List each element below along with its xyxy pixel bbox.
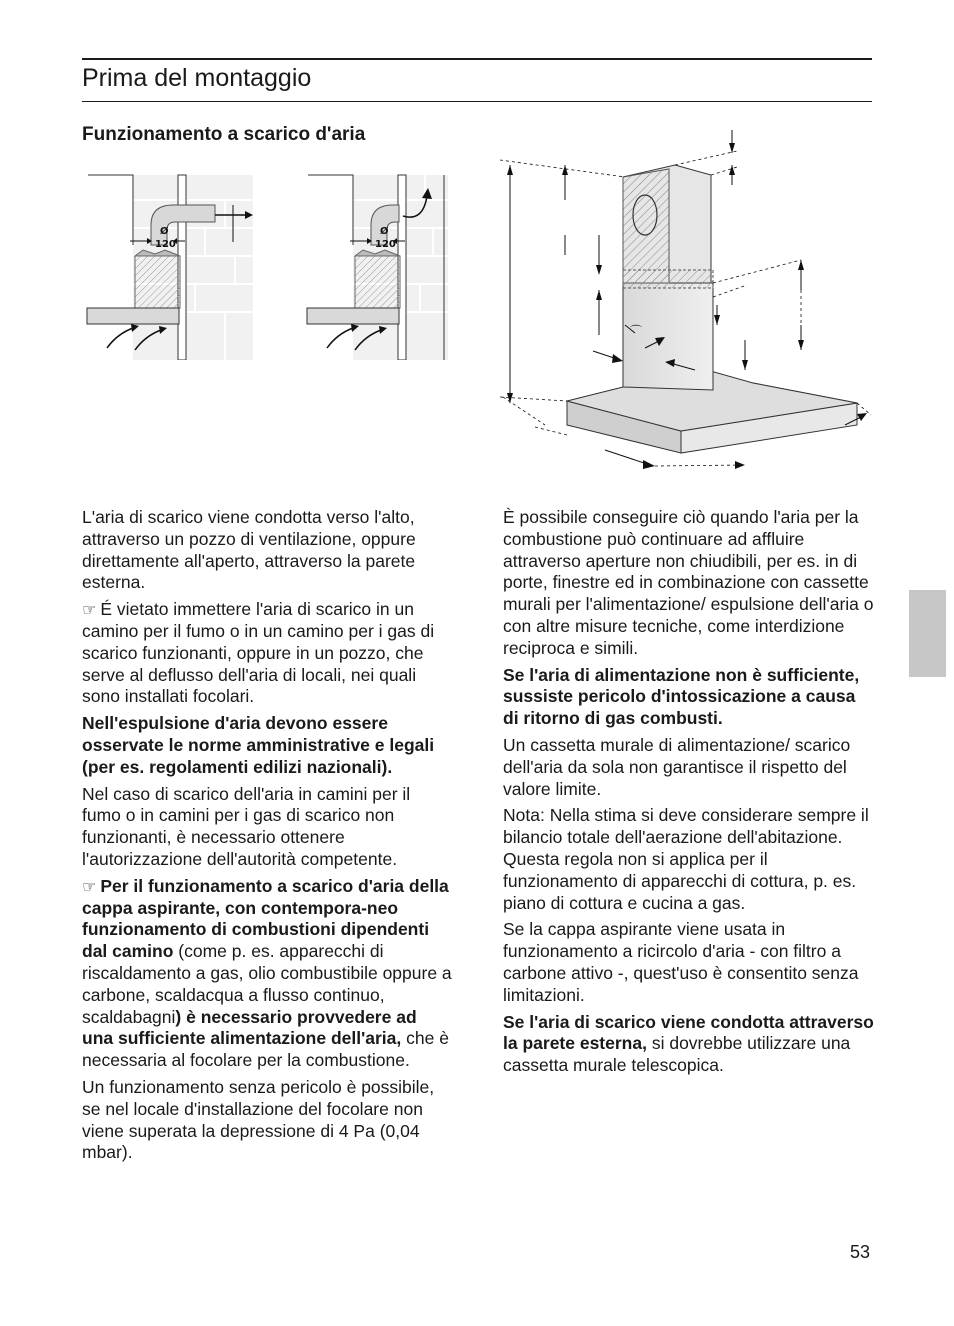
paragraph: L'aria di scarico viene condotta verso l'alto, attraverso un pozzo di ventilazione, oppure direttamente all'aperto, attraverso la parete esterna. (82, 507, 416, 593)
header-rule-top (82, 58, 872, 60)
right-text-column (503, 507, 875, 1082)
paragraph: Un funzionamento senza pericolo è possibile, se nel locale d'installazione del focolare non viene superata la depressione di 4 Pa (0,04 mbar). (82, 1076, 435, 1163)
header-rule-bottom (82, 101, 872, 102)
paragraph: Nota: Nella stima si deve considerare sempre il bilancio totale dell'aerazione dell'abitazione. Questa regola non si applica per il funzionamento di apparecchi di cottura, p. es. piano di cottura e cucina a gas. (503, 805, 869, 913)
paragraph: Un cassetta murale di alimentazione/ scarico dell'aria da sola non garantisce il rispetto del valore limite. (503, 734, 851, 799)
chapter-tab-marker (909, 590, 946, 677)
duct-diameter-symbol: Ø (380, 226, 389, 237)
duct-diameter-value: 120 (155, 239, 176, 250)
warning-paragraph: ☞ É vietato immettere l'aria di scarico in un camino per il fumo o in un camino per i gas di scarico funzionanti, oppure in un pozzo, che serve al deflusso dell'aria di locali, nei quali sono installati focolari. (82, 599, 435, 707)
page-number: 53 (850, 1242, 871, 1262)
pointing-hand-icon: ☞ (82, 600, 97, 620)
left-text-column (82, 507, 452, 1169)
duct-diameter-value: 120 (375, 239, 396, 250)
svg-text:⌒: ⌒ (630, 324, 643, 338)
paragraph: Se la cappa aspirante viene usata in funzionamento a ricircolo d'aria - con filtro a carbone attivo -, quest'uso è consentito senza limitazioni. (503, 919, 859, 1005)
exhaust-up-diagram (305, 170, 450, 360)
pointing-hand-icon: ☞ (82, 876, 97, 896)
page-title: Prima del montaggio (82, 64, 312, 92)
paragraph: È possibile conseguire ciò quando l'aria per la combustione può continuare ad affluire attraverso aperture non chiudibili, per es. in di porte, finestre ed in combinazione con cassette murali per l'alimentazione/ espulsione dell'aria o con altre misure tecniche, come interdizione reciproca e simili. (503, 507, 874, 658)
section-title: Funzionamento a scarico d'aria (82, 124, 366, 145)
paragraph: Se l'aria di scarico viene condotta attraverso la parete esterna, si dovrebbe utilizzare una cassetta murale telescopica. (503, 1011, 874, 1076)
warning-paragraph: ☞ Per il funzionamento a scarico d'aria della cappa aspirante, con contempora-neo funzionamento di combustioni dipendenti dal camino (come p. es. apparecchi di riscaldamento a gas, olio combustibile oppure a carbone, scaldacqua a flusso continuo, scaldabagni) è necessario provvedere ad una sufficiente alimentazione dell'aria, che è necessaria al focolare per la combustione. (82, 875, 452, 1071)
paragraph: Nel caso di scarico dell'aria in camini per il fumo o in camini per i gas di scarico non funzionanti, è necessario ottenere l'autorizzazione dell'autorità competente. (82, 783, 411, 869)
paragraph-bold: Se l'aria di alimentazione non è sufficiente, sussiste pericolo d'intossicazione a causa di ritorno di gas combusti. (503, 664, 860, 729)
hood-dimension-diagram (495, 125, 875, 475)
paragraph-bold: Nell'espulsione d'aria devono essere osservate le norme amministrative e legali (per es. regolamenti edilizi nazionali). (82, 713, 435, 777)
exhaust-wall-diagram (85, 170, 255, 360)
duct-diameter-symbol: Ø (160, 226, 169, 237)
